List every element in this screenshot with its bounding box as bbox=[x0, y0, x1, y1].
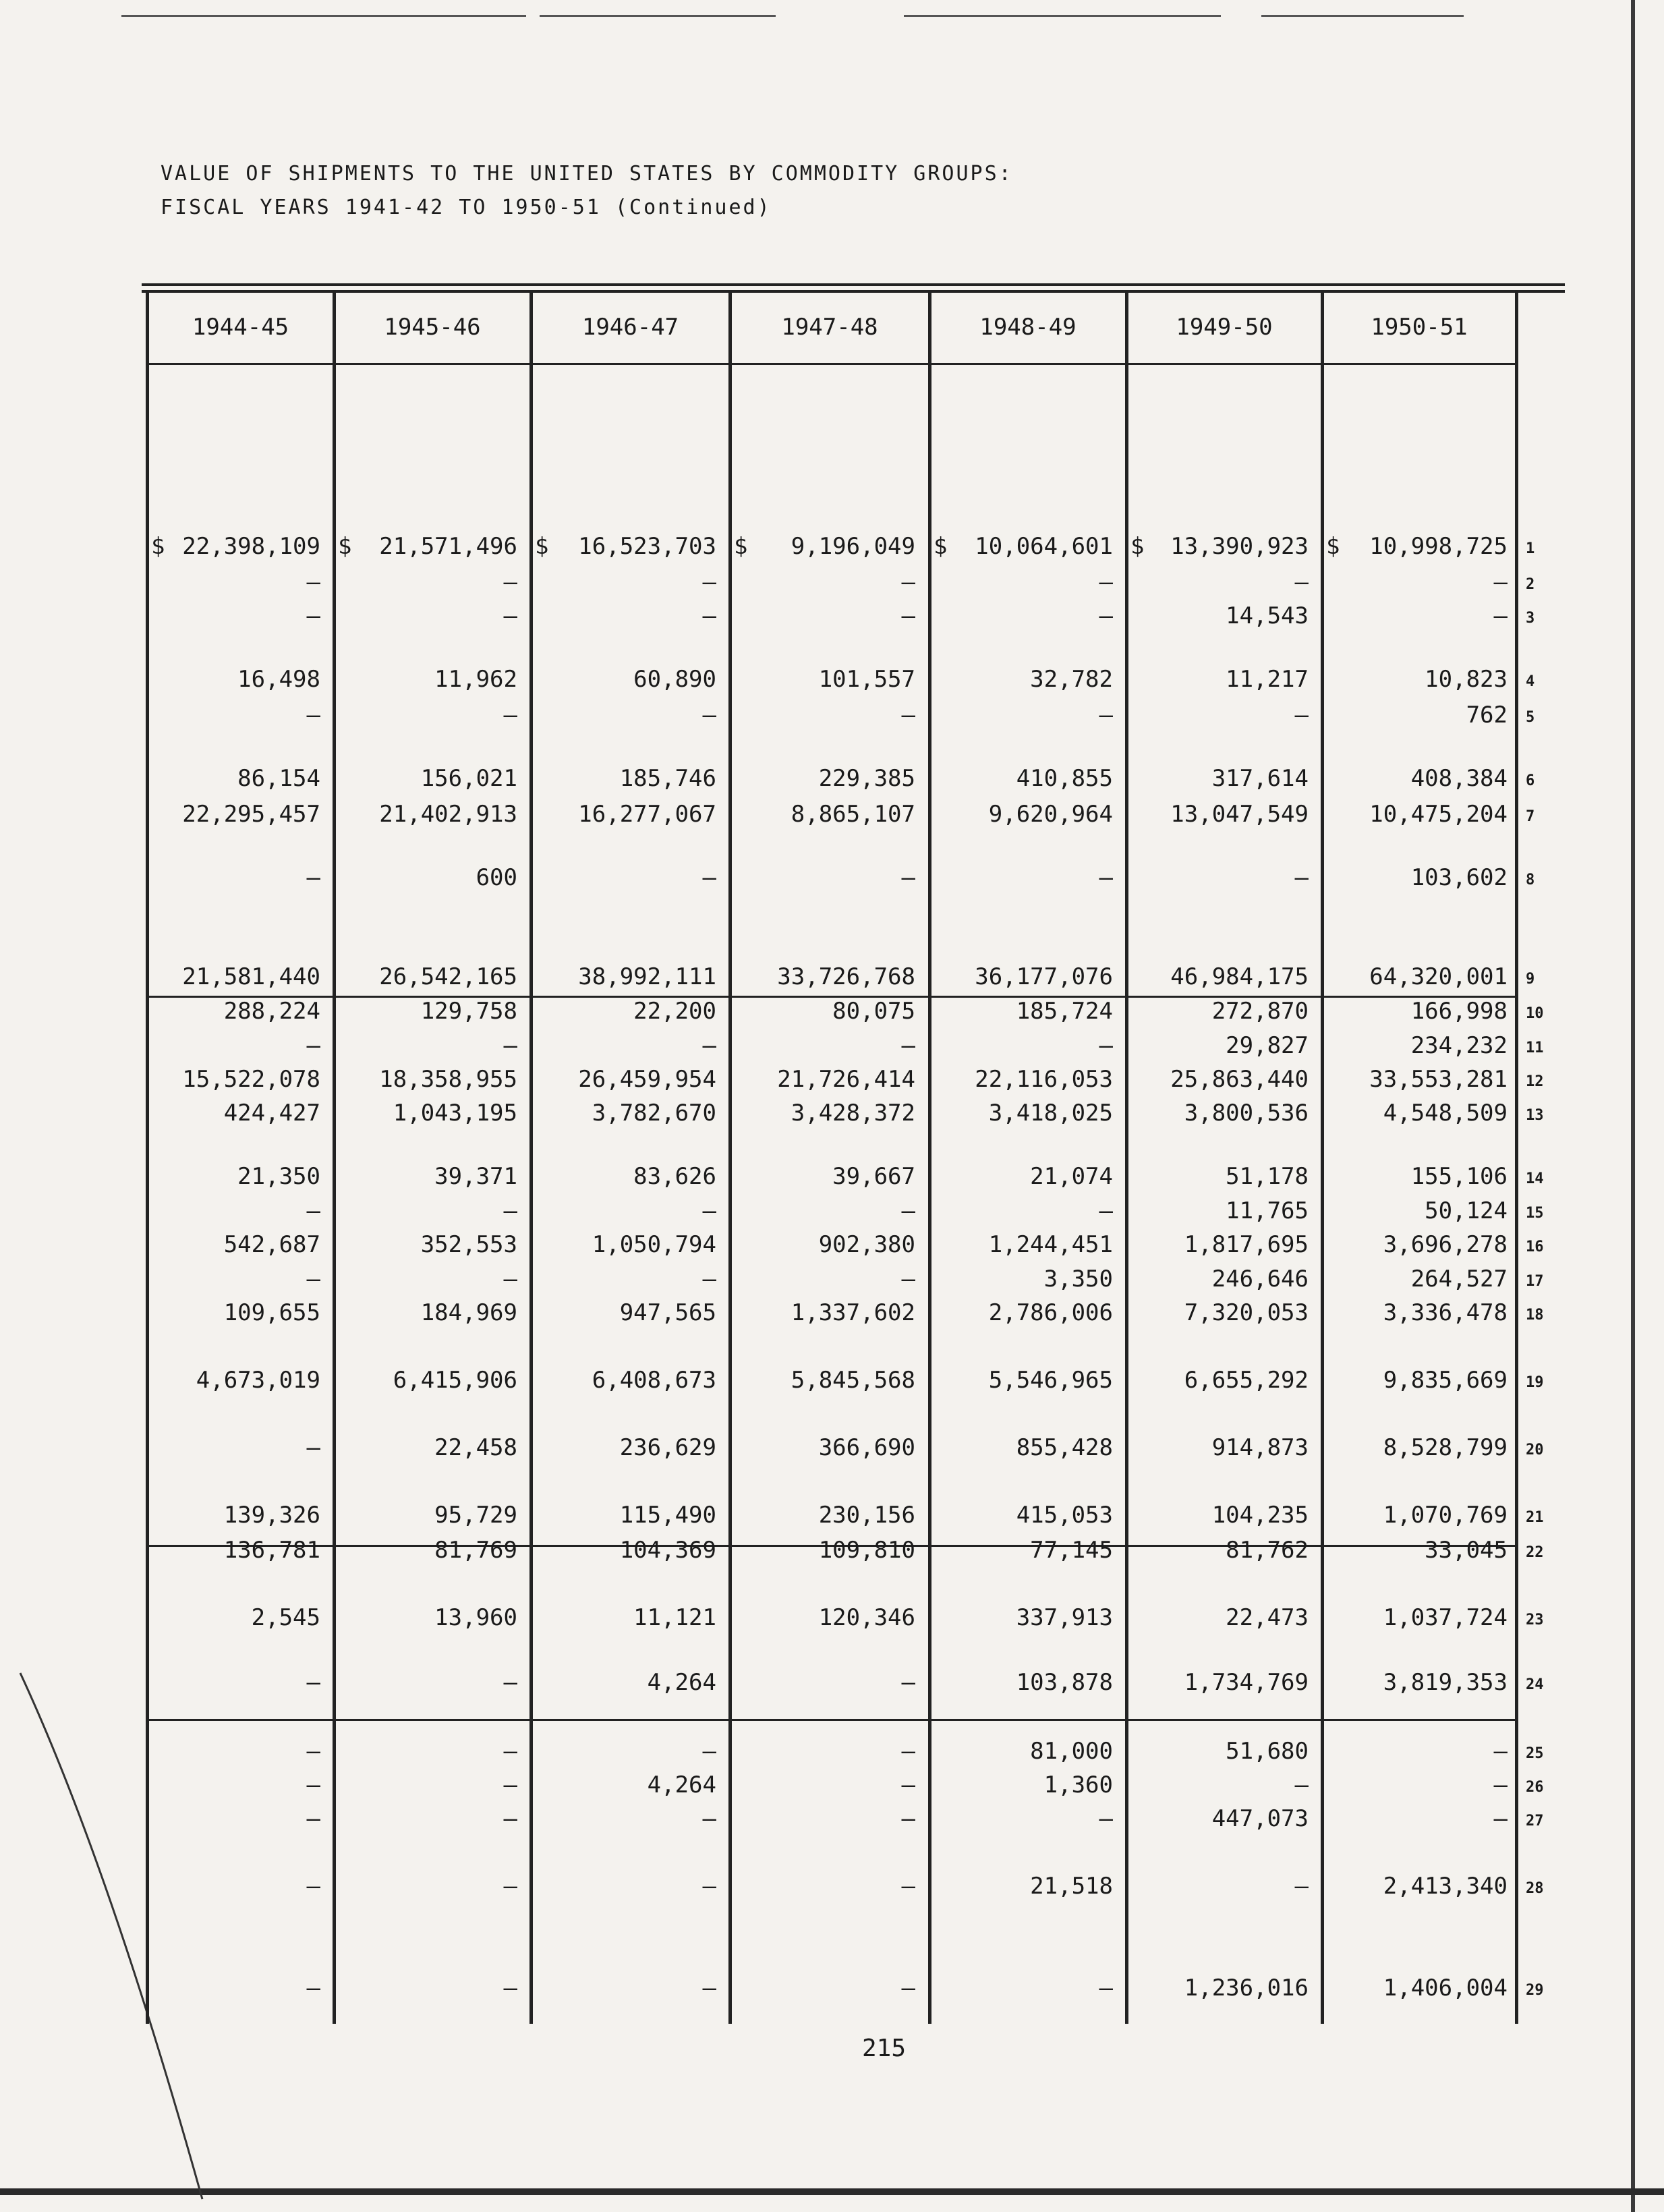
header-rule-bottom bbox=[147, 363, 1516, 365]
table-cell: — bbox=[901, 864, 915, 891]
row-number: 18 bbox=[1526, 1307, 1544, 1324]
table-cell: 234,232 bbox=[1410, 1032, 1508, 1059]
table-title: VALUE OF SHIPMENTS TO THE UNITED STATES BY COMMODITY GROUPS: bbox=[161, 162, 1013, 186]
dollar-sign: $ bbox=[1130, 533, 1145, 560]
table-cell: 1,043,195 bbox=[393, 1100, 517, 1127]
table-cell: — bbox=[503, 1873, 517, 1900]
table-cell: 366,690 bbox=[818, 1434, 915, 1461]
row-number: 6 bbox=[1526, 772, 1535, 789]
table-cell: 21,581,440 bbox=[182, 963, 320, 990]
table-cell: — bbox=[901, 702, 915, 729]
table-cell: — bbox=[702, 1266, 716, 1293]
column-header-1947-48: 1947-48 bbox=[781, 314, 878, 341]
dollar-sign: $ bbox=[734, 533, 748, 560]
table-cell: 9,196,049 bbox=[791, 533, 915, 560]
row-number: 15 bbox=[1526, 1205, 1544, 1222]
table-cell: 13,390,923 bbox=[1170, 533, 1309, 560]
table-cell: 4,264 bbox=[647, 1669, 716, 1696]
table-cell: — bbox=[901, 602, 915, 629]
table-cell: 762 bbox=[1466, 702, 1508, 729]
table-cell: 80,075 bbox=[832, 998, 915, 1025]
table-cell: 101,557 bbox=[818, 666, 915, 693]
table-cell: 22,458 bbox=[434, 1434, 517, 1461]
row-number: 1 bbox=[1526, 540, 1535, 557]
table-cell: — bbox=[901, 1975, 915, 2002]
table-cell: 14,543 bbox=[1226, 602, 1309, 629]
column-header-1944-45: 1944-45 bbox=[192, 314, 289, 341]
row-number: 17 bbox=[1526, 1273, 1544, 1290]
table-cell: — bbox=[503, 1771, 517, 1798]
table-cell: — bbox=[503, 1197, 517, 1224]
table-cell: 855,428 bbox=[1016, 1434, 1113, 1461]
table-cell: 155,106 bbox=[1410, 1163, 1508, 1190]
table-cell: — bbox=[1099, 1032, 1113, 1059]
table-cell: 1,244,451 bbox=[988, 1231, 1113, 1258]
table-cell: 22,200 bbox=[633, 998, 716, 1025]
table-cell: 10,064,601 bbox=[975, 533, 1113, 560]
table-cell: — bbox=[503, 1975, 517, 2002]
table-cell: 6,408,673 bbox=[592, 1367, 716, 1394]
table-cell: 9,620,964 bbox=[988, 801, 1113, 828]
table-cell: — bbox=[503, 1032, 517, 1059]
dollar-sign: $ bbox=[338, 533, 352, 560]
table-cell: — bbox=[306, 1197, 320, 1224]
table-cell: 3,350 bbox=[1043, 1266, 1113, 1293]
table-cell: — bbox=[702, 602, 716, 629]
table-cell: 21,402,913 bbox=[379, 801, 517, 828]
table-cell: — bbox=[306, 1771, 320, 1798]
table-cell: — bbox=[1294, 864, 1309, 891]
table-cell: 272,870 bbox=[1211, 998, 1309, 1025]
table-cell: 139,326 bbox=[223, 1502, 320, 1529]
table-cell: — bbox=[702, 1805, 716, 1832]
table-cell: 317,614 bbox=[1211, 765, 1309, 792]
row-number: 2 bbox=[1526, 576, 1535, 593]
row-number: 21 bbox=[1526, 1509, 1544, 1526]
table-cell: 11,121 bbox=[633, 1604, 716, 1631]
table-cell: 6,655,292 bbox=[1184, 1367, 1309, 1394]
dollar-sign: $ bbox=[934, 533, 948, 560]
table-cell: — bbox=[306, 864, 320, 891]
table-cell: — bbox=[1294, 1873, 1309, 1900]
table-cell: 1,037,724 bbox=[1383, 1604, 1508, 1631]
table-cell: — bbox=[702, 1873, 716, 1900]
table-cell: 542,687 bbox=[223, 1231, 320, 1258]
table-cell: — bbox=[1099, 1805, 1113, 1832]
table-cell: — bbox=[901, 569, 915, 596]
table-cell: — bbox=[1099, 602, 1113, 629]
table-cell: 1,817,695 bbox=[1184, 1231, 1309, 1258]
table-cell: 22,295,457 bbox=[182, 801, 320, 828]
table-cell: 264,527 bbox=[1410, 1266, 1508, 1293]
table-cell: 21,518 bbox=[1030, 1873, 1113, 1900]
section-rule bbox=[147, 1719, 1516, 1721]
table-cell: — bbox=[901, 1032, 915, 1059]
page-number: 215 bbox=[862, 2035, 907, 2062]
row-number: 29 bbox=[1526, 1982, 1544, 1999]
table-cell: 104,235 bbox=[1211, 1502, 1309, 1529]
row-number: 16 bbox=[1526, 1239, 1544, 1255]
table-cell: 16,277,067 bbox=[578, 801, 716, 828]
table-cell: 185,746 bbox=[619, 765, 716, 792]
table-cell: 136,781 bbox=[223, 1537, 320, 1564]
table-cell: — bbox=[901, 1771, 915, 1798]
table-cell: 60,890 bbox=[633, 666, 716, 693]
table-cell: 156,021 bbox=[420, 765, 517, 792]
table-cell: — bbox=[503, 569, 517, 596]
row-number: 12 bbox=[1526, 1073, 1544, 1090]
table-cell: 2,413,340 bbox=[1383, 1873, 1508, 1900]
table-cell: 21,726,414 bbox=[777, 1066, 915, 1093]
table-cell: — bbox=[306, 1805, 320, 1832]
table-cell: 26,542,165 bbox=[379, 963, 517, 990]
row-number: 28 bbox=[1526, 1880, 1544, 1897]
table-cell: 22,473 bbox=[1226, 1604, 1309, 1631]
table-cell: — bbox=[1099, 702, 1113, 729]
table-cell: — bbox=[503, 1266, 517, 1293]
table-cell: 13,960 bbox=[434, 1604, 517, 1631]
table-cell: 51,178 bbox=[1226, 1163, 1309, 1190]
table-cell: 25,863,440 bbox=[1170, 1066, 1309, 1093]
table-cell: — bbox=[1294, 1771, 1309, 1798]
table-cell: 103,878 bbox=[1016, 1669, 1113, 1696]
table-cell: 129,758 bbox=[420, 998, 517, 1025]
row-number: 23 bbox=[1526, 1612, 1544, 1628]
dollar-sign: $ bbox=[535, 533, 549, 560]
row-number: 14 bbox=[1526, 1170, 1544, 1187]
row-number: 8 bbox=[1526, 872, 1535, 888]
table-cell: 166,998 bbox=[1410, 998, 1508, 1025]
table-cell: 600 bbox=[476, 864, 517, 891]
table-cell: 10,998,725 bbox=[1369, 533, 1508, 560]
table-cell: 4,548,509 bbox=[1383, 1100, 1508, 1127]
table-cell: 8,865,107 bbox=[791, 801, 915, 828]
dollar-sign: $ bbox=[151, 533, 165, 560]
column-header-1948-49: 1948-49 bbox=[979, 314, 1077, 341]
table-cell: 39,371 bbox=[434, 1163, 517, 1190]
table-cell: — bbox=[901, 1738, 915, 1765]
table-cell: 229,385 bbox=[818, 765, 915, 792]
row-number: 25 bbox=[1526, 1745, 1544, 1762]
table-cell: — bbox=[306, 1975, 320, 2002]
table-cell: — bbox=[702, 702, 716, 729]
table-cell: 914,873 bbox=[1211, 1434, 1309, 1461]
row-number: 7 bbox=[1526, 808, 1535, 825]
table-cell: — bbox=[306, 602, 320, 629]
table-cell: 5,546,965 bbox=[988, 1367, 1113, 1394]
row-number: 13 bbox=[1526, 1107, 1544, 1124]
table-cell: 64,320,001 bbox=[1369, 963, 1508, 990]
table-cell: 21,571,496 bbox=[379, 533, 517, 560]
table-cell: 185,724 bbox=[1016, 998, 1113, 1025]
table-cell: 77,145 bbox=[1030, 1537, 1113, 1564]
table-cell: — bbox=[306, 1669, 320, 1696]
table-cell: — bbox=[306, 569, 320, 596]
table-cell: 15,522,078 bbox=[182, 1066, 320, 1093]
table-cell: 11,217 bbox=[1226, 666, 1309, 693]
table-cell: 352,553 bbox=[420, 1231, 517, 1258]
table-cell: 902,380 bbox=[818, 1231, 915, 1258]
table-cell: 33,553,281 bbox=[1369, 1066, 1508, 1093]
table-cell: — bbox=[503, 1805, 517, 1832]
table-cell: 16,523,703 bbox=[578, 533, 716, 560]
table-cell: 2,786,006 bbox=[988, 1299, 1113, 1326]
table-cell: 7,320,053 bbox=[1184, 1299, 1309, 1326]
table-cell: 22,398,109 bbox=[182, 533, 320, 560]
table-cell: — bbox=[1099, 1975, 1113, 2002]
table-cell: 32,782 bbox=[1030, 666, 1113, 693]
column-header-1946-47: 1946-47 bbox=[581, 314, 679, 341]
table-cell: — bbox=[901, 1873, 915, 1900]
table-cell: 109,810 bbox=[818, 1537, 915, 1564]
table-cell: — bbox=[1493, 1738, 1508, 1765]
table-cell: — bbox=[702, 1032, 716, 1059]
table-cell: — bbox=[702, 864, 716, 891]
table-cell: — bbox=[306, 1032, 320, 1059]
table-cell: — bbox=[306, 702, 320, 729]
table-cell: — bbox=[503, 702, 517, 729]
table-cell: 103,602 bbox=[1410, 864, 1508, 891]
table-cell: — bbox=[901, 1197, 915, 1224]
table-cell: 50,124 bbox=[1425, 1197, 1508, 1224]
table-cell: — bbox=[306, 1266, 320, 1293]
table-cell: 36,177,076 bbox=[975, 963, 1113, 990]
table-cell: 1,360 bbox=[1043, 1771, 1113, 1798]
column-header-1950-51: 1950-51 bbox=[1371, 314, 1468, 341]
table-cell: 18,358,955 bbox=[379, 1066, 517, 1093]
table-cell: 1,070,769 bbox=[1383, 1502, 1508, 1529]
table-cell: — bbox=[1493, 602, 1508, 629]
table-cell: — bbox=[1493, 1805, 1508, 1832]
table-cell: 38,992,111 bbox=[578, 963, 716, 990]
table-cell: — bbox=[1099, 1197, 1113, 1224]
row-number: 26 bbox=[1526, 1779, 1544, 1796]
table-cell: — bbox=[1294, 702, 1309, 729]
header-rule-top bbox=[142, 283, 1565, 286]
table-cell: 104,369 bbox=[619, 1537, 716, 1564]
table-cell: 337,913 bbox=[1016, 1604, 1113, 1631]
table-cell: — bbox=[901, 1805, 915, 1832]
table-cell: 447,073 bbox=[1211, 1805, 1309, 1832]
table-cell: 33,726,768 bbox=[777, 963, 915, 990]
table-cell: — bbox=[901, 1669, 915, 1696]
table-cell: — bbox=[1099, 569, 1113, 596]
table-cell: — bbox=[503, 602, 517, 629]
column-header-1949-50: 1949-50 bbox=[1176, 314, 1273, 341]
table-cell: 26,459,954 bbox=[578, 1066, 716, 1093]
table-cell: 81,762 bbox=[1226, 1537, 1309, 1564]
table-cell: 184,969 bbox=[420, 1299, 517, 1326]
table-cell: 3,696,278 bbox=[1383, 1231, 1508, 1258]
table-cell: 1,236,016 bbox=[1184, 1975, 1309, 2002]
table-cell: 2,545 bbox=[251, 1604, 320, 1631]
table-cell: — bbox=[702, 1975, 716, 2002]
table-cell: — bbox=[1493, 1771, 1508, 1798]
row-number: 11 bbox=[1526, 1040, 1544, 1056]
table-cell: 3,819,353 bbox=[1383, 1669, 1508, 1696]
table-cell: 3,336,478 bbox=[1383, 1299, 1508, 1326]
table-cell: 5,845,568 bbox=[791, 1367, 915, 1394]
column-header-1945-46: 1945-46 bbox=[384, 314, 481, 341]
table-cell: 3,418,025 bbox=[988, 1100, 1113, 1127]
table-cell: — bbox=[702, 1197, 716, 1224]
table-cell: 10,475,204 bbox=[1369, 801, 1508, 828]
table-cell: 10,823 bbox=[1425, 666, 1508, 693]
dollar-sign: $ bbox=[1326, 533, 1340, 560]
header-rule-top bbox=[142, 290, 1565, 293]
row-number: 3 bbox=[1526, 610, 1535, 627]
table-cell: 95,729 bbox=[434, 1502, 517, 1529]
table-subtitle: FISCAL YEARS 1941-42 TO 1950-51 (Continued) bbox=[161, 196, 772, 219]
table-cell: 236,629 bbox=[619, 1434, 716, 1461]
table-cell: — bbox=[1294, 569, 1309, 596]
column-rule bbox=[1515, 291, 1518, 2024]
row-number: 20 bbox=[1526, 1442, 1544, 1458]
table-cell: 81,769 bbox=[434, 1537, 517, 1564]
row-number: 5 bbox=[1526, 709, 1535, 726]
table-cell: 120,346 bbox=[818, 1604, 915, 1631]
table-cell: 11,962 bbox=[434, 666, 517, 693]
table-cell: — bbox=[1493, 569, 1508, 596]
table-cell: 4,264 bbox=[647, 1771, 716, 1798]
table-cell: 288,224 bbox=[223, 998, 320, 1025]
table-cell: 1,406,004 bbox=[1383, 1975, 1508, 2002]
table-cell: 424,427 bbox=[223, 1100, 320, 1127]
table-cell: 1,734,769 bbox=[1184, 1669, 1309, 1696]
table-cell: — bbox=[503, 1669, 517, 1696]
table-cell: 4,673,019 bbox=[196, 1367, 320, 1394]
table-cell: — bbox=[306, 1873, 320, 1900]
table-cell: — bbox=[503, 1738, 517, 1765]
table-cell: 22,116,053 bbox=[975, 1066, 1113, 1093]
table-cell: 33,045 bbox=[1425, 1537, 1508, 1564]
table-cell: 246,646 bbox=[1211, 1266, 1309, 1293]
table-cell: 29,827 bbox=[1226, 1032, 1309, 1059]
table-cell: 947,565 bbox=[619, 1299, 716, 1326]
table-cell: — bbox=[306, 1738, 320, 1765]
table-cell: 16,498 bbox=[237, 666, 320, 693]
table-cell: 9,835,669 bbox=[1383, 1367, 1508, 1394]
row-number: 9 bbox=[1526, 971, 1535, 988]
table-cell: 86,154 bbox=[237, 765, 320, 792]
row-number: 10 bbox=[1526, 1005, 1544, 1022]
table-cell: 109,655 bbox=[223, 1299, 320, 1326]
table-cell: 46,984,175 bbox=[1170, 963, 1309, 990]
table-cell: 3,800,536 bbox=[1184, 1100, 1309, 1127]
table-cell: 21,350 bbox=[237, 1163, 320, 1190]
table-cell: 81,000 bbox=[1030, 1738, 1113, 1765]
row-number: 22 bbox=[1526, 1544, 1544, 1561]
table-cell: — bbox=[702, 569, 716, 596]
table-cell: 8,528,799 bbox=[1383, 1434, 1508, 1461]
table-cell: — bbox=[702, 1738, 716, 1765]
table-cell: 3,428,372 bbox=[791, 1100, 915, 1127]
table-cell: 415,053 bbox=[1016, 1502, 1113, 1529]
table-cell: 13,047,549 bbox=[1170, 801, 1309, 828]
row-number: 19 bbox=[1526, 1374, 1544, 1391]
table-cell: 1,337,602 bbox=[791, 1299, 915, 1326]
row-number: 24 bbox=[1526, 1676, 1544, 1693]
table-cell: 3,782,670 bbox=[592, 1100, 716, 1127]
table-cell: 11,765 bbox=[1226, 1197, 1309, 1224]
table-cell: 408,384 bbox=[1410, 765, 1508, 792]
table-cell: 83,626 bbox=[633, 1163, 716, 1190]
table-cell: 410,855 bbox=[1016, 765, 1113, 792]
row-number: 4 bbox=[1526, 673, 1535, 690]
table-cell: 1,050,794 bbox=[592, 1231, 716, 1258]
table-cell: — bbox=[306, 1434, 320, 1461]
row-number: 27 bbox=[1526, 1813, 1544, 1830]
table-cell: — bbox=[1099, 864, 1113, 891]
table-cell: — bbox=[901, 1266, 915, 1293]
table-cell: 51,680 bbox=[1226, 1738, 1309, 1765]
table-cell: 230,156 bbox=[818, 1502, 915, 1529]
table-cell: 39,667 bbox=[832, 1163, 915, 1190]
table-cell: 21,074 bbox=[1030, 1163, 1113, 1190]
table-cell: 6,415,906 bbox=[393, 1367, 517, 1394]
table-cell: 115,490 bbox=[619, 1502, 716, 1529]
